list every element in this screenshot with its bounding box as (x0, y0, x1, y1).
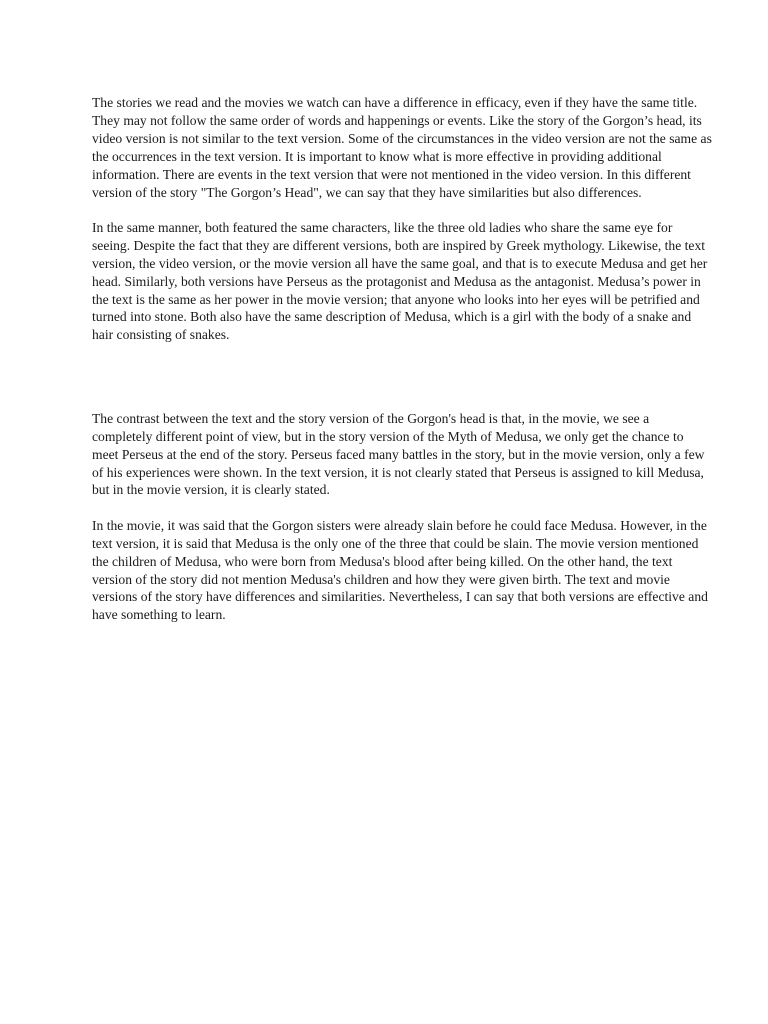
paragraph-3: The contrast between the text and the story version of the Gorgon's head is that, in the movie, we see a completely different point of view, but in the story version of the Myth of Medusa, we only get the chance to meet Perseus at the end of the story. Perseus faced many battles in the story, but in the movie version, only a few of his experiences were shown. In the text version, it is not clearly stated that Perseus is assigned to kill Medusa, but in the movie version, it is clearly stated. (92, 410, 705, 498)
paragraph-4: In the movie, it was said that the Gorgon sisters were already slain before he could face Medusa. However, in the text version, it is said that Medusa is the only one of the three that could be slain. The movie version mentioned the children of Medusa, who were born from Medusa's blood after being killed. On the other hand, the text version of the story did not mention Medusa's children and how they were given birth. The text and movie versions of the story have differences and similarities. Nevertheless, I can say that both versions are effective and have something to learn. (92, 517, 708, 623)
paragraph-spacer (92, 362, 712, 410)
paragraph-2: In the same manner, both featured the same characters, like the three old ladies who share the same eye for seeing. Despite the fact that they are different versions, both are inspired by Greek mythology. Likewise, the text version, the video version, or the movie version all have the same goal, and that is to execute Medusa and get her head. Similarly, both versions have Perseus as the protagonist and Medusa as the antagonist. Medusa’s power in the text is the same as her power in the movie version; that anyone who looks into her eyes will be petrified and turned into stone. Both also have the same description of Medusa, which is a girl with the body of a snake and hair consisting of snakes. (92, 219, 708, 343)
paragraph-1: The stories we read and the movies we watch can have a difference in efficacy, even if they have the same title. They may not follow the same order of words and happenings or events. Like the story of the Gorgon’s head, its video version is not similar to the text version. Some of the circumstances in the video version are not the same as the occurrences in the text version. It is important to know what is more effective in providing additional information. There are events in the text version that were not mentioned in the video version. In this different version of the story "The Gorgon’s Head", we can say that they have similarities but also differences. (92, 95, 712, 200)
document-body (92, 94, 712, 642)
